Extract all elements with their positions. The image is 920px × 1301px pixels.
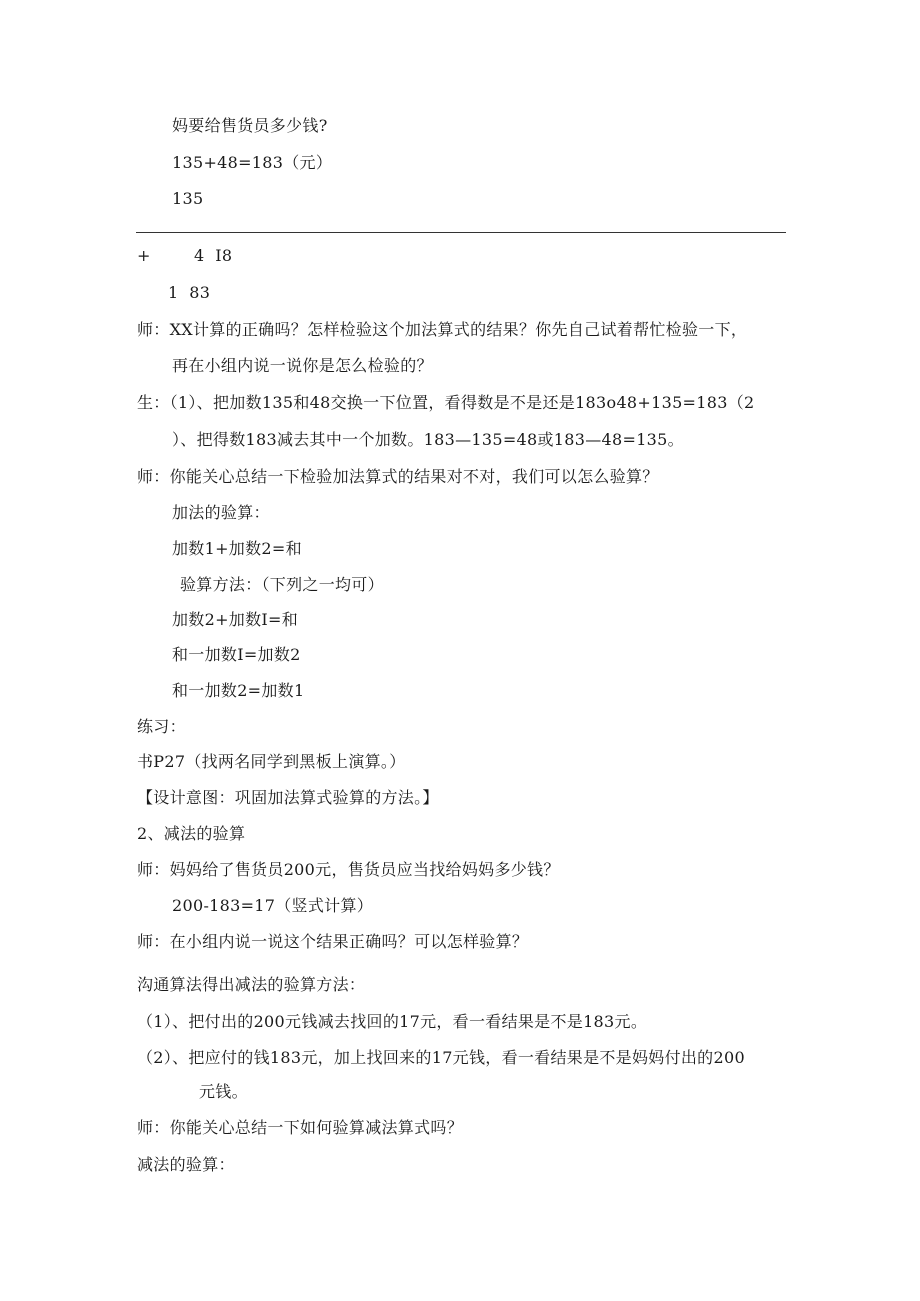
vertical-addend-top: 135	[172, 189, 204, 208]
teacher-line: 师：在小组内说一说这个结果正确吗？可以怎样验算？	[137, 932, 529, 951]
design-intent: 【设计意图：巩固加法算式验算的方法。】	[137, 788, 439, 807]
section-heading: 减法的验算：	[137, 1155, 235, 1174]
vertical-calc-rule	[136, 232, 786, 233]
plus-sign: +	[137, 246, 151, 265]
vertical-addend-bottom: 4 I8	[194, 246, 233, 265]
section-heading: 加法的验算：	[172, 503, 270, 522]
teacher-line: 师：你能关心总结一下如何验算减法算式吗？	[137, 1118, 464, 1137]
method-item: （2）、把应付的钱183元，加上找回来的17元钱，看一看结果是不是妈妈付出的200	[137, 1048, 745, 1067]
teacher-line: 师：你能关心总结一下检验加法算式的结果对不对，我们可以怎么验算？	[137, 467, 659, 486]
exercise-line: 书P27（找两名同学到黑板上演算。）	[137, 752, 406, 771]
student-line-cont: ）、把得数183减去其中一个加数。183—135=48或183—48=135。	[172, 430, 684, 449]
method-item: （1）、把付出的200元钱减去找回的17元，看一看结果是不是183元。	[137, 1012, 648, 1031]
vertical-sum: 1 83	[168, 283, 211, 302]
teacher-line: 师：妈妈给了售货员200元，售货员应当找给妈妈多少钱？	[137, 860, 560, 879]
equation-line: 135+48=183（元）	[172, 153, 333, 172]
student-line: 生：（1）、把加数135和48交换一下位置，看得数是不是还是183o48+135=183（2	[137, 393, 755, 412]
equation-line: 200-183=17（竖式计算）	[172, 896, 374, 915]
method-item-cont: 元钱。	[199, 1082, 248, 1101]
formula-line: 加数1+加数2=和	[172, 539, 302, 558]
teacher-line-cont: 再在小组内说一说你是怎么检验的？	[172, 356, 433, 375]
text-line: 妈要给售货员多少钱?	[172, 116, 328, 135]
section-heading: 2、减法的验算	[137, 824, 246, 843]
exercise-heading: 练习：	[137, 717, 186, 736]
teacher-line: 师：XX计算的正确吗？怎样检验这个加法算式的结果？你先自己试着帮忙检验一下，	[137, 320, 748, 339]
formula-line: 和一加数2=加数1	[172, 681, 305, 700]
formula-line: 和一加数I=加数2	[172, 645, 301, 664]
text-line: 沟通算法得出减法的验算方法：	[137, 975, 366, 994]
formula-line: 加数2+加数I=和	[172, 610, 299, 629]
method-heading: 验算方法：（下列之一均可）	[180, 575, 384, 594]
